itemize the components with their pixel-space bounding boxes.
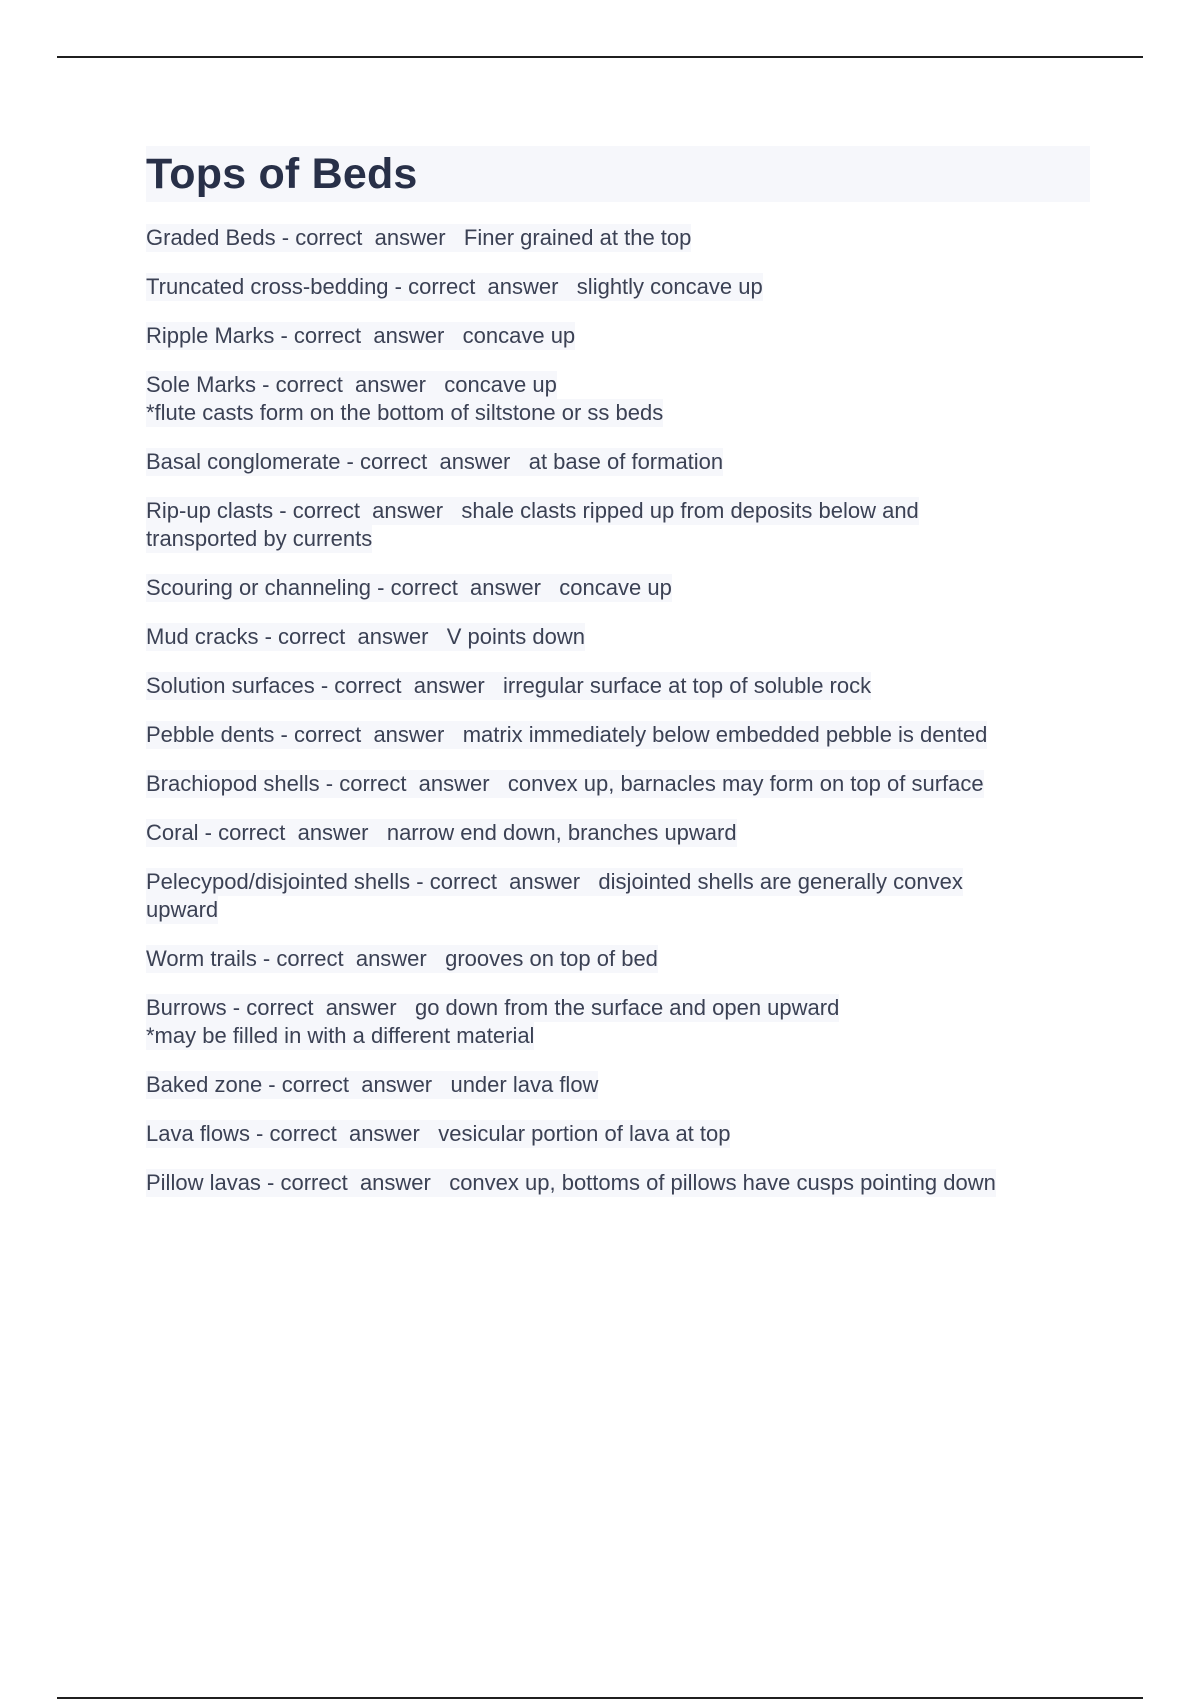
entry-line: Solution surfaces - correct answer irregular surface at top of soluble rock [146, 673, 872, 698]
entry-line: *may be filled in with a different material [146, 1023, 535, 1048]
list-item [146, 322, 1090, 350]
list-item [146, 770, 1090, 798]
list-item [146, 224, 1090, 252]
list-item [146, 868, 1090, 924]
entry-line: Coral - correct answer narrow end down, branches upward [146, 820, 737, 845]
list-item [146, 1120, 1090, 1148]
entry-line: Pebble dents - correct answer matrix immediately below embedded pebble is dented [146, 722, 988, 747]
entry-line: transported by currents [146, 526, 373, 551]
entry-line: Sole Marks - correct answer concave up [146, 372, 557, 397]
bottom-rule [57, 1697, 1143, 1699]
entry-line: *flute casts form on the bottom of siltstone or ss beds [146, 400, 664, 425]
entry-line: Basal conglomerate - correct answer at base of formation [146, 449, 724, 474]
entry-list [146, 224, 1090, 1197]
entry-line: Brachiopod shells - correct answer convex up, barnacles may form on top of surface [146, 771, 984, 796]
entry-line: Baked zone - correct answer under lava flow [146, 1072, 599, 1097]
document-body [146, 146, 1090, 1218]
entry-line: Ripple Marks - correct answer concave up [146, 323, 576, 348]
list-item [146, 448, 1090, 476]
list-item [146, 574, 1090, 602]
list-item [146, 819, 1090, 847]
entry-line: Lava flows - correct answer vesicular portion of lava at top [146, 1121, 731, 1146]
entry-line: Truncated cross-bedding - correct answer slightly concave up [146, 274, 763, 299]
list-item [146, 945, 1090, 973]
top-rule [57, 56, 1143, 58]
list-item [146, 994, 1090, 1050]
list-item [146, 371, 1090, 427]
list-item [146, 1169, 1090, 1197]
entry-line: Mud cracks - correct answer V points down [146, 624, 585, 649]
list-item [146, 497, 1090, 553]
title-bar [146, 146, 1090, 202]
page-title: Tops of Beds [146, 149, 418, 198]
list-item [146, 721, 1090, 749]
list-item [146, 273, 1090, 301]
entry-line: Rip-up clasts - correct answer shale clasts ripped up from deposits below and [146, 498, 919, 523]
list-item [146, 623, 1090, 651]
entry-line: Graded Beds - correct answer Finer grained at the top [146, 225, 692, 250]
entry-line: Pillow lavas - correct answer convex up, bottoms of pillows have cusps pointing down [146, 1170, 996, 1195]
list-item [146, 1071, 1090, 1099]
entry-line: upward [146, 897, 219, 922]
entry-line: Pelecypod/disjointed shells - correct answer disjointed shells are generally convex [146, 869, 963, 894]
entry-line: Scouring or channeling - correct answer concave up [146, 575, 672, 600]
entry-line: Burrows - correct answer go down from the surface and open upward [146, 995, 840, 1020]
list-item [146, 672, 1090, 700]
entry-line: Worm trails - correct answer grooves on top of bed [146, 946, 658, 971]
